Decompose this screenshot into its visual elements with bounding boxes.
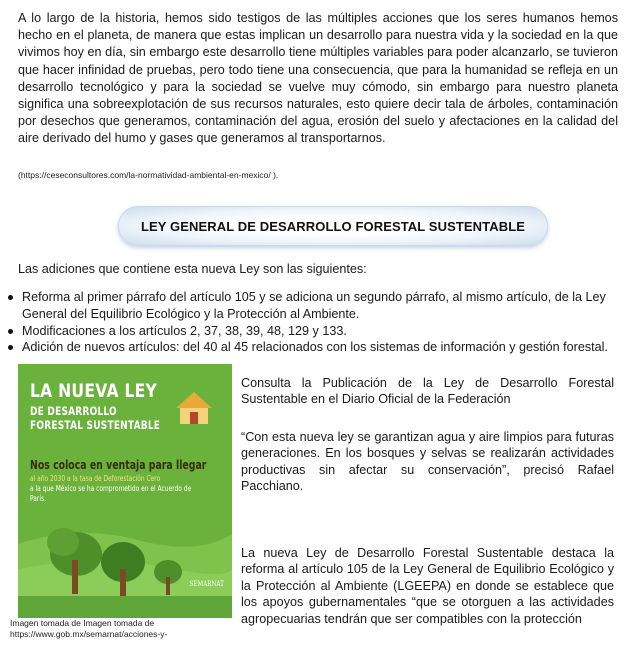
bullet-icon (8, 345, 13, 350)
credit-text: Imagen tomada de Imagen tomada de (10, 618, 155, 628)
bullet-icon (8, 295, 13, 300)
credit-link[interactable]: https://www.gob.mx/semarnat/acciones-y- (10, 629, 168, 639)
intro-paragraph: A lo largo de la historia, hemos sido testigos de las múltiples acciones que los seres humanos hemos hecho en el planeta, de manera que estas implican un desarrollo para nuestra vida y la sociedad en la que vivimos hoy en día, sin embargo este desarrollo tiene múltiples variables para poder alcanzarlo, se tuvieron que hacer infinidad de pruebas, pero todo tiene una consecuencia, que para la humanidad se refleja en un desarrollo tecnológico y para la sociedad se vuelve muy cómodo, sin embargo para nuestro planeta significa una sobreexplotación de sus recursos naturales, esto quiere decir tala de árboles, contaminación por desechos que generamos, contaminación del agua, erosión del suelo y afectaciones en la calidad del aire derivado del humo y gases que generamos al transportarnos. (18, 11, 618, 146)
poster-body-highlight: al año 2030 a la tasa de Deforestación Cero (30, 474, 161, 483)
nueva-ley-paragraph: La nueva Ley de Desarrollo Forestal Sustentable destaca la reforma al artículo 105 de la Ley General de Equilibrio Ecológico y la Protección al Ambiente (LGEEPA) en donde se establece que los apoyos gubernamentales “que se otorguen a las actividades agropecuarias tendrán que ser compatibles con la protección (241, 546, 614, 626)
house-icon (176, 392, 212, 424)
section-title: LEY GENERAL DE DESARROLLO FORESTAL SUSTENTABLE (140, 218, 526, 234)
list-item-text: Modificaciones a los artículos 2, 37, 38, 39, 48, 129 y 133. (22, 323, 347, 338)
list-item (8, 289, 623, 323)
poster-body (30, 474, 208, 504)
ley-forestal-poster (18, 364, 232, 618)
list-item-text: Reforma al primer párrafo del artículo 105 y se adiciona un segundo párrafo, al mismo artículo, de la Ley General del Equilibrio Ecológico y la Protección al Ambiente. (22, 290, 606, 321)
image-credit (10, 618, 167, 640)
consulta-paragraph: Consulta la Publicación de la Ley de Desarrollo Forestal Sustentable en el Diario Oficial de la Federación (241, 376, 614, 407)
quote-paragraph: “Con esta nueva ley se garantizan agua y aire limpios para futuras generaciones. En los bosques y selvas se realizarán actividades productivas sin afectar su conservación”, precisó Rafael Pacchiano. (241, 430, 614, 494)
poster-headline: Nos coloca en ventaja para llegar (30, 458, 207, 472)
poster-subtitle: DE DESARROLLO (30, 404, 117, 418)
source-citation[interactable]: (https://ceseconsultores.com/la-normatividad-ambiental-en-mexico/ ). (18, 170, 279, 180)
semarnat-logo: SEMARNAT (189, 580, 224, 588)
adiciones-list (8, 289, 623, 356)
list-item-text: Adición de nuevos artículos: del 40 al 45 relacionados con los sistemas de información y gestión forestal. (22, 340, 608, 355)
poster-subtitle: FORESTAL SUSTENTABLE (30, 418, 161, 432)
list-item (8, 339, 623, 356)
list-item (8, 323, 623, 340)
bullet-icon (8, 329, 13, 334)
section-title-banner (118, 206, 548, 246)
poster-body-text: a la que México se ha comprometido en el Acuerdo de París. (30, 484, 192, 503)
adiciones-intro: Las adiciones que contiene esta nueva Ley son las siguientes: (18, 262, 367, 276)
poster-title: LA NUEVA LEY (30, 380, 158, 402)
